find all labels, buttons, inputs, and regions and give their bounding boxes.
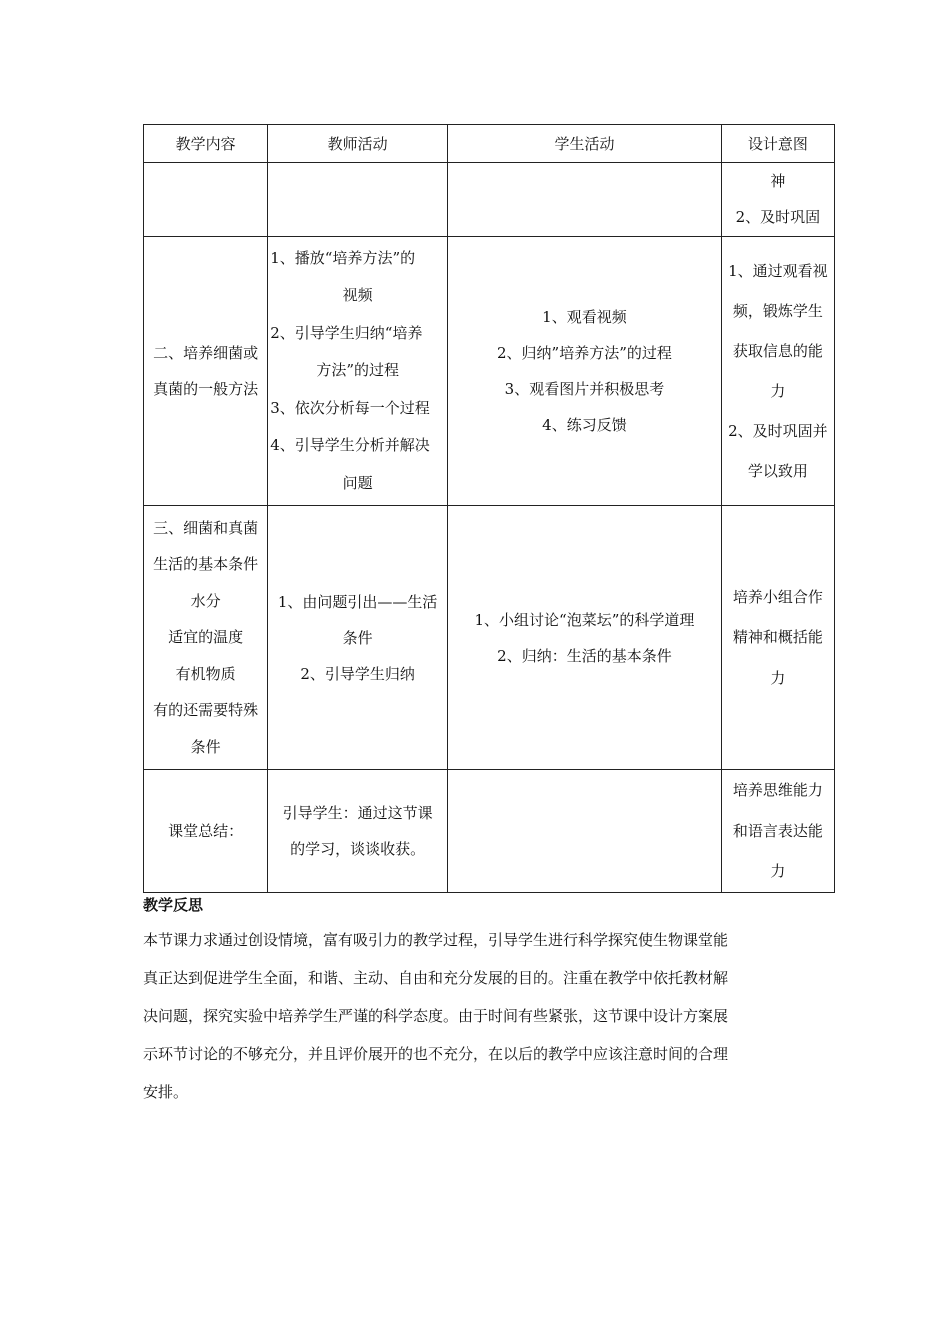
intent-line: 培养小组合作 bbox=[732, 587, 823, 606]
cell-teacher-continued bbox=[268, 163, 448, 237]
cell-student-culture-method bbox=[448, 237, 722, 506]
table-row-culture-method bbox=[144, 237, 835, 506]
content-line: 课堂总结： bbox=[168, 821, 244, 840]
content-line: 适宜的温度 bbox=[168, 628, 244, 647]
intent-line: 培养思维能力 bbox=[732, 781, 823, 799]
content-line: 生活的基本条件 bbox=[153, 555, 259, 574]
intent-line: 力 bbox=[770, 382, 786, 400]
cell-teacher-culture-method bbox=[268, 237, 448, 506]
cell-content-culture-method bbox=[144, 237, 268, 506]
header-design-intent: 设计意图 bbox=[721, 125, 834, 163]
teaching-reflection-section bbox=[143, 893, 823, 1111]
cell-content-class-summary bbox=[144, 770, 268, 893]
teacher-line: 2、引导学生归纳“培养 bbox=[270, 323, 423, 342]
intent-line: 和语言表达能 bbox=[732, 821, 823, 840]
cell-student-class-summary bbox=[448, 770, 722, 893]
intent-line: 2、及时巩固 bbox=[735, 208, 821, 226]
teacher-line: 1、播放“培养方法”的 bbox=[270, 248, 416, 267]
reflection-line: 示环节讨论的不够充分，并且评价展开的也不充分，在以后的教学中应该注意时间的合理 bbox=[143, 1045, 729, 1063]
reflection-line: 本节课力求通过创设情境，富有吸引力的教学过程，引导学生进行科学探究使生物课堂能 bbox=[143, 931, 729, 949]
teacher-line: 4、引导学生分析并解决 bbox=[270, 436, 430, 455]
content-line: 水分 bbox=[190, 591, 221, 610]
cell-teacher-class-summary bbox=[268, 770, 448, 893]
content-line: 三、细菌和真菌 bbox=[153, 518, 259, 537]
content-line: 二、培养细菌或 bbox=[153, 344, 259, 362]
cell-intent-living-conditions bbox=[721, 506, 834, 770]
teacher-line: 2、引导学生归纳 bbox=[300, 664, 415, 683]
student-line: 1、小组讨论“泡菜坛”的科学道理 bbox=[474, 610, 695, 629]
teacher-line: 方法”的过程 bbox=[316, 361, 399, 380]
intent-line: 获取信息的能 bbox=[732, 342, 823, 360]
student-line: 2、归纳”培养方法”的过程 bbox=[497, 344, 672, 362]
table-header-row bbox=[144, 125, 835, 163]
intent-line: 精神和概括能 bbox=[732, 628, 823, 647]
reflection-title: 教学反思 bbox=[143, 896, 204, 914]
content-line: 有机物质 bbox=[175, 664, 236, 683]
teacher-line: 问题 bbox=[342, 473, 373, 492]
teacher-line: 条件 bbox=[342, 628, 373, 647]
table-row-class-summary bbox=[144, 770, 835, 893]
intent-line: 1、通过观看视 bbox=[728, 262, 828, 280]
intent-line: 力 bbox=[770, 862, 786, 880]
reflection-line: 真正达到促进学生全面，和谐、主动、自由和充分发展的目的。注重在教学中依托教材解 bbox=[143, 969, 729, 987]
cell-student-living-conditions bbox=[448, 506, 722, 770]
teacher-line: 3、依次分析每一个过程 bbox=[270, 398, 430, 417]
header-teacher-activity: 教师活动 bbox=[268, 125, 448, 163]
teacher-line: 视频 bbox=[342, 286, 373, 305]
cell-student-continued bbox=[448, 163, 722, 237]
cell-content-continued bbox=[144, 163, 268, 237]
reflection-line: 安排。 bbox=[143, 1083, 189, 1101]
content-line: 有的还需要特殊 bbox=[153, 701, 259, 720]
student-line: 1、观看视频 bbox=[542, 308, 627, 326]
intent-line: 2、及时巩固并 bbox=[728, 422, 828, 440]
table-row-continued bbox=[144, 163, 835, 237]
reflection-body bbox=[143, 921, 823, 1111]
teacher-line: 引导学生：通过这节课 bbox=[282, 803, 433, 822]
student-line: 2、归纳：生活的基本条件 bbox=[497, 646, 672, 665]
intent-line: 力 bbox=[770, 668, 786, 687]
student-line: 4、练习反馈 bbox=[542, 416, 627, 434]
header-student-activity: 学生活动 bbox=[448, 125, 722, 163]
cell-intent-culture-method bbox=[721, 237, 834, 506]
teacher-line: 1、由问题引出——生活 bbox=[277, 592, 438, 611]
teacher-line: 的学习，谈谈收获。 bbox=[290, 839, 426, 858]
table-row-living-conditions bbox=[144, 506, 835, 770]
intent-line: 频，锻炼学生 bbox=[732, 302, 823, 320]
content-line: 条件 bbox=[190, 737, 221, 756]
intent-line: 神 bbox=[770, 172, 786, 190]
header-teaching-content: 教学内容 bbox=[144, 125, 268, 163]
cell-teacher-living-conditions bbox=[268, 506, 448, 770]
lesson-plan-table bbox=[143, 124, 835, 893]
intent-line: 学以致用 bbox=[747, 462, 808, 480]
cell-intent-continued bbox=[721, 163, 834, 237]
cell-content-living-conditions bbox=[144, 506, 268, 770]
student-line: 3、观看图片并积极思考 bbox=[504, 380, 665, 398]
cell-intent-class-summary bbox=[721, 770, 834, 893]
content-line: 真菌的一般方法 bbox=[153, 380, 259, 398]
reflection-line: 决问题，探究实验中培养学生严谨的科学态度。由于时间有些紧张，这节课中设计方案展 bbox=[143, 1007, 729, 1025]
